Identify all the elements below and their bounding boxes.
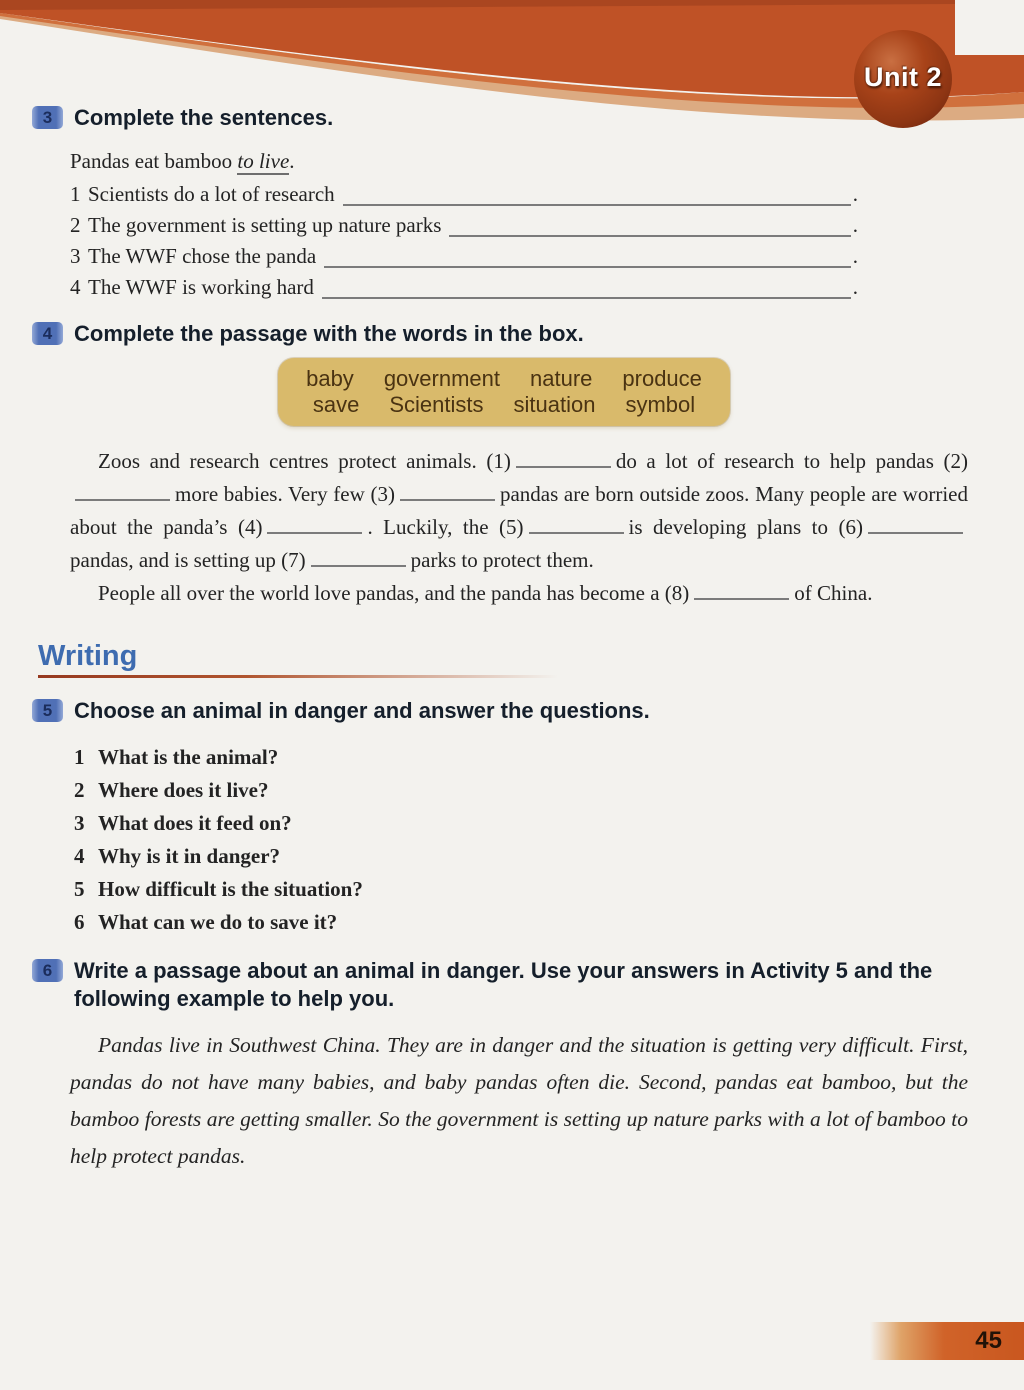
passage-text: of China. xyxy=(794,581,873,605)
blank-line xyxy=(322,281,851,299)
exercise-3-title: Complete the sentences. xyxy=(74,105,334,130)
exercise-5-number-badge: 5 xyxy=(32,699,63,722)
item-text: The government is setting up nature parks xyxy=(88,213,442,237)
question-text: Where does it live? xyxy=(98,778,269,802)
passage-text: parks to protect them. xyxy=(410,548,594,572)
exercise-5-heading xyxy=(32,697,984,725)
exercise-4-number-badge: 4 xyxy=(32,322,63,345)
unit-label: Unit 2 xyxy=(863,62,942,92)
exercise-3-number-badge: 3 xyxy=(32,106,63,129)
sentence-item xyxy=(70,179,858,210)
word: Scientists xyxy=(389,392,484,417)
question-number: 5 xyxy=(74,877,85,901)
item-period: . xyxy=(852,182,858,206)
item-number: 2 xyxy=(70,213,81,237)
example-text: Pandas eat bamboo xyxy=(70,149,238,173)
sentence-item xyxy=(70,272,858,303)
question-number: 1 xyxy=(74,745,85,769)
word: nature xyxy=(530,366,593,391)
word-box-row xyxy=(288,366,720,392)
blank-line xyxy=(75,487,170,501)
passage-paragraph-2 xyxy=(70,577,968,610)
question-item xyxy=(74,840,1024,873)
exercise-6-heading xyxy=(32,957,984,1013)
exercise-5-questions xyxy=(74,741,1024,939)
passage-text: do a lot of research to help pandas (2) xyxy=(615,449,968,473)
question-number: 6 xyxy=(74,910,85,934)
exercise-3-items xyxy=(70,179,858,303)
blank-line xyxy=(343,188,851,206)
question-text: How difficult is the situation? xyxy=(98,877,363,901)
question-item xyxy=(74,873,1024,906)
passage-text: pandas, and is setting up (7) xyxy=(70,548,306,572)
exercise-6-example-passage: Pandas live in Southwest China. They are in danger and the situation is getting very difficult. First, pandas do not have many babies, and baby pandas often die. Second, pandas eat bamboo, but the bamboo forests are getting smaller. So the government is setting up nature parks with a lot of bamboo to help protect pandas. xyxy=(70,1033,968,1168)
blank-line xyxy=(267,520,362,534)
word-box xyxy=(278,358,730,426)
sentence-item xyxy=(70,210,858,241)
item-number: 1 xyxy=(70,182,81,206)
question-item xyxy=(74,906,1024,939)
question-text: Why is it in danger? xyxy=(98,844,281,868)
passage-text: pandas are born outside zoos. Many people are worried about the panda’s (4) xyxy=(70,482,968,539)
example-underlined-phrase: to live xyxy=(237,149,290,173)
word: government xyxy=(383,366,500,391)
item-text: The WWF is working hard xyxy=(88,275,314,299)
question-number: 3 xyxy=(74,811,85,835)
word: situation xyxy=(513,392,596,417)
item-period: . xyxy=(852,213,858,237)
gap-fill-passage xyxy=(70,445,968,610)
blank-line xyxy=(449,219,850,237)
blank-line xyxy=(324,250,851,268)
question-item xyxy=(74,774,1024,807)
item-text: The WWF chose the panda xyxy=(88,244,317,268)
passage-text: more babies. Very few (3) xyxy=(175,482,395,506)
blank-line xyxy=(311,553,406,567)
sentence-item xyxy=(70,241,858,272)
word: save xyxy=(312,392,360,417)
page-number-bar xyxy=(870,1322,1024,1360)
blank-line xyxy=(400,487,495,501)
question-text: What does it feed on? xyxy=(98,811,292,835)
passage-paragraph-1 xyxy=(70,445,968,577)
item-period: . xyxy=(852,244,858,268)
item-number: 4 xyxy=(70,275,81,299)
passage-text: People all over the world love pandas, and the panda has become a (8) xyxy=(98,581,690,605)
word: produce xyxy=(622,366,702,391)
blank-line xyxy=(529,520,624,534)
writing-section-title: Writing xyxy=(38,640,138,672)
item-number: 3 xyxy=(70,244,81,268)
question-item xyxy=(74,807,1024,840)
question-text: What can we do to save it? xyxy=(98,910,338,934)
exercise-6-title: Write a passage about an animal in danger. Use your answers in Activity 5 and the following example to help you. xyxy=(74,958,933,1011)
item-text: Scientists do a lot of research xyxy=(88,182,335,206)
item-period: . xyxy=(852,275,858,299)
blank-line xyxy=(694,586,789,600)
question-item xyxy=(74,741,1024,774)
word: baby xyxy=(306,366,354,391)
question-number: 2 xyxy=(74,778,85,802)
page-number: 45 xyxy=(975,1327,1002,1354)
exercise-4-title: Complete the passage with the words in the box. xyxy=(74,321,584,346)
writing-section-header xyxy=(38,640,1024,678)
example-period: . xyxy=(289,149,295,173)
exercise-4-heading xyxy=(32,320,984,348)
passage-text: is developing plans to (6) xyxy=(628,515,863,539)
writing-underline-rule xyxy=(38,675,558,678)
question-number: 4 xyxy=(74,844,85,868)
word-box-row xyxy=(288,392,720,418)
passage-text: Zoos and research centres protect animals. (1) xyxy=(98,449,511,473)
blank-line xyxy=(516,454,611,468)
word: symbol xyxy=(625,392,696,417)
question-text: What is the animal? xyxy=(98,745,279,769)
exercise-6-number-badge: 6 xyxy=(32,959,63,982)
passage-text: . Luckily, the (5) xyxy=(367,515,524,539)
exercise-5-title: Choose an animal in danger and answer the questions. xyxy=(74,698,650,723)
blank-line xyxy=(868,520,963,534)
